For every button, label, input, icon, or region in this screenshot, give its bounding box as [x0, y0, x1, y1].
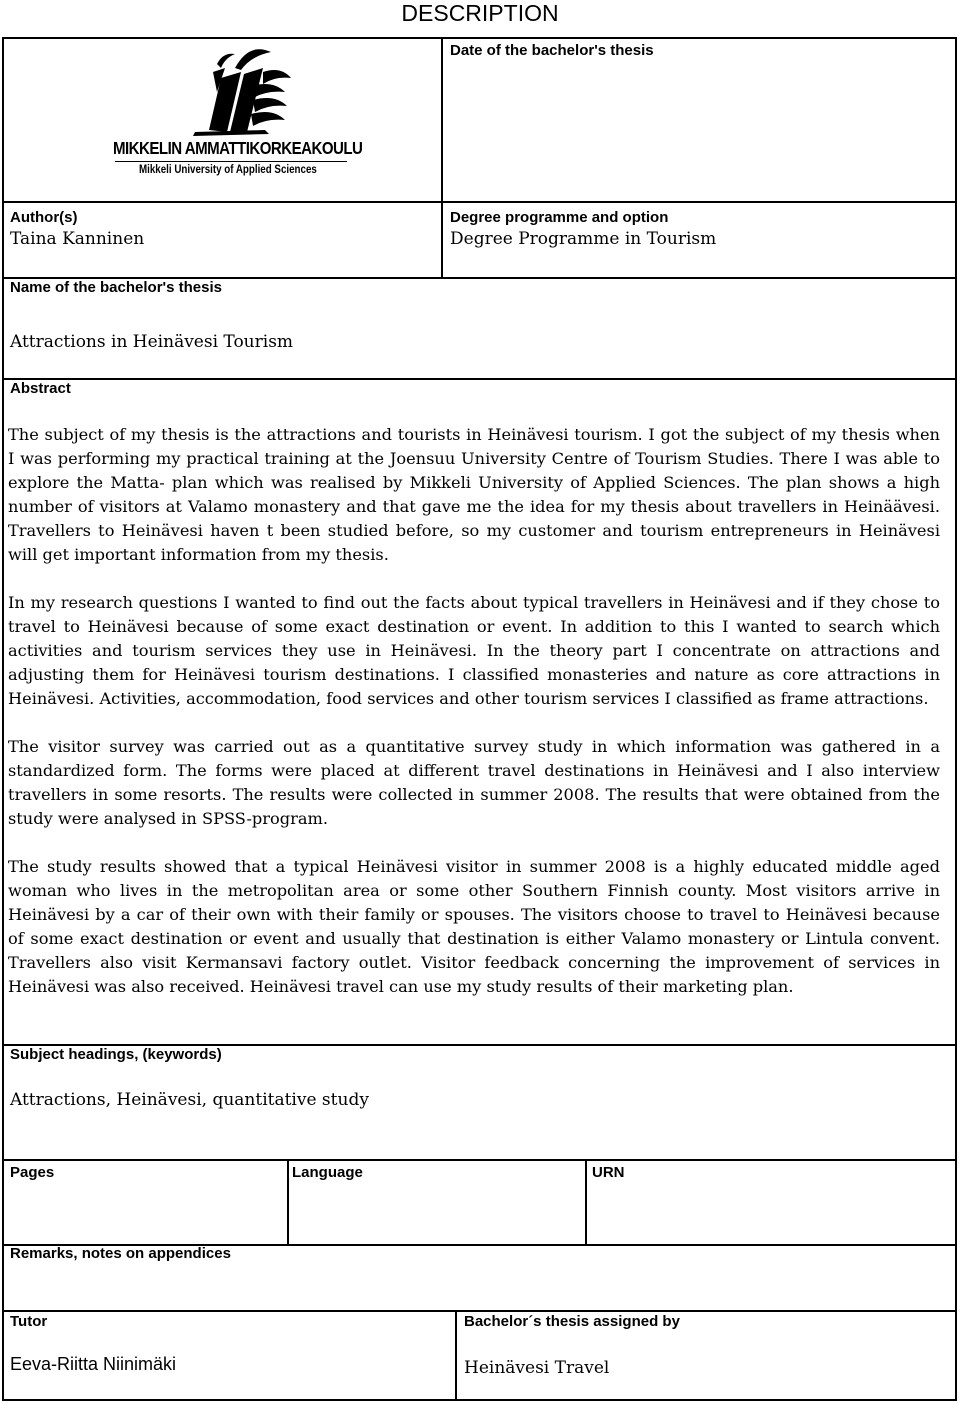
divider — [4, 1159, 955, 1161]
degree-value: Degree Programme in Tourism — [450, 229, 717, 249]
degree-label: Degree programme and option — [450, 209, 669, 226]
university-logo — [113, 42, 363, 182]
abstract-label: Abstract — [10, 380, 71, 397]
divider — [4, 201, 955, 203]
abstract-paragraph: The subject of my thesis is the attractions and tourists in Heinävesi tourism. I got the subject of my thesis when I was performing my practical training at the Joensuu University Centre of Tourism Studies. There I was able to explore the Matta- plan which was realised by Mikkeli University of Applied Sciences. The plan shows a high number of visitors at Valamo monastery and that gave me the idea for my thesis about travellers in Heinäävesi. Travellers to Heinävesi haven t been studied before, so my customer and tourism entrepreneurs in Heinävesi will get important information from my thesis. — [8, 425, 940, 564]
language-label: Language — [292, 1164, 363, 1181]
logo-name: MIKKELIN AMMATTIKORKEAKOULU — [113, 138, 363, 158]
abstract-paragraph: In my research questions I wanted to find out the facts about typical travellers in Heinävesi and if they chose to travel to Heinävesi because of some exact destination or event. In addition to this I wanted to search which activities and tourism services they use in Heinävesi. In the theory part I concentrate on attractions and adjusting them for Heinävesi tourism destinations. I classified monasteries and nature as core attractions in Heinävesi. Activities, accommodation, food services and other tourism services I classified as frame attractions. — [8, 593, 940, 708]
divider — [4, 1310, 955, 1312]
abstract-paragraph: The visitor survey was carried out as a quantitative survey study in which information was gathered in a standardized form. The forms were placed at different travel destinations in Heinävesi and I also interview travellers in some resorts. The results were collected in summer 2008. The results that were obtained from the study were analysed in SPSS-program. — [8, 737, 940, 828]
thesis-name-label: Name of the bachelor's thesis — [10, 279, 222, 296]
tutor-value: Eeva-Riitta Niinimäki — [10, 1354, 177, 1374]
divider — [441, 39, 443, 277]
divider — [4, 378, 955, 380]
pages-label: Pages — [10, 1164, 55, 1181]
abstract-body — [8, 423, 940, 1023]
assigned-by-value: Heinävesi Travel — [464, 1358, 610, 1378]
author-label: Author(s) — [10, 209, 78, 226]
author-value: Taina Kanninen — [10, 229, 145, 249]
assigned-by-label: Bachelor´s thesis assigned by — [464, 1313, 680, 1330]
keywords-label: Subject headings, (keywords) — [10, 1046, 222, 1063]
divider — [287, 1159, 289, 1244]
divider — [455, 1310, 457, 1401]
date-label: Date of the bachelor's thesis — [450, 42, 654, 59]
logo-rule — [115, 161, 347, 162]
thesis-name-value: Attractions in Heinävesi Tourism — [10, 332, 294, 352]
document-title: DESCRIPTION — [401, 0, 559, 26]
divider — [585, 1159, 587, 1244]
abstract-paragraph: The study results showed that a typical Heinävesi visitor in summer 2008 is a highly educated middle aged woman who lives in the metropolitan area or some other Southern Finnish county. Most visitors arrive in Heinävesi by a car of their own with their family or spouses. The visitors choose to travel to Heinävesi because of some exact destination or event and usually that destination is either Valamo monastery or Lintula convent. Travellers also visit Kermansavi factory outlet. Visitor feedback concerning the improvement of services in Heinävesi was also received. Heinävesi travel can use my study results of their marketing plan. — [8, 857, 940, 996]
keywords-value: Attractions, Heinävesi, quantitative study — [10, 1090, 369, 1110]
tutor-label: Tutor — [10, 1313, 48, 1330]
mikkeli-amk-logo-mark-icon — [113, 42, 353, 137]
remarks-label: Remarks, notes on appendices — [10, 1245, 231, 1262]
logo-subtitle: Mikkeli University of Applied Sciences — [139, 164, 317, 176]
urn-label: URN — [592, 1164, 625, 1181]
